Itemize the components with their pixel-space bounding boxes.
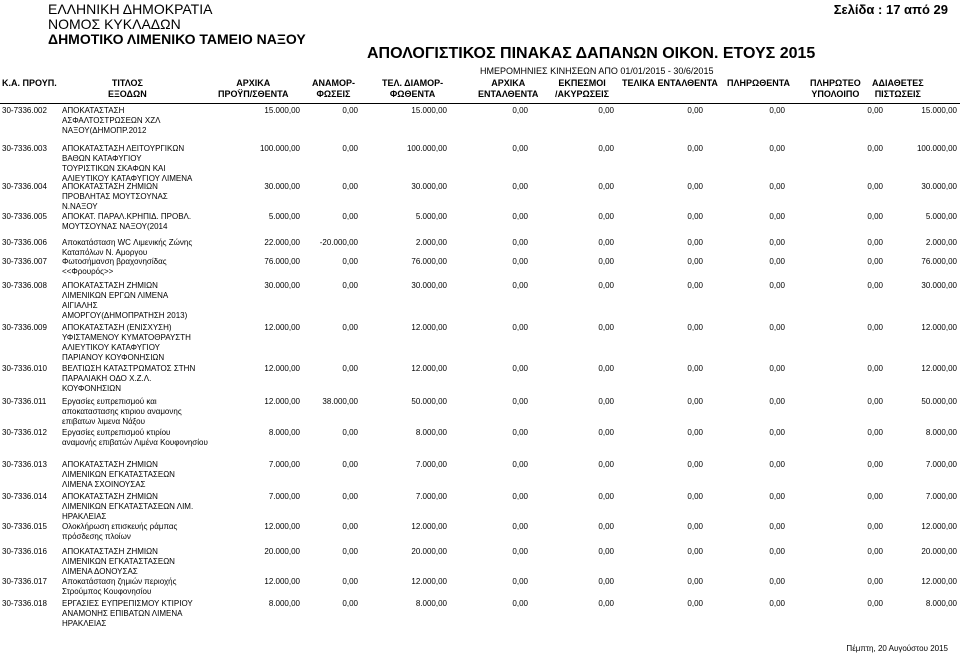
budget-code: 30-7336.013 [2, 460, 47, 469]
cell-unused: 7.000,00 [925, 492, 957, 501]
cell-unused: 12.000,00 [921, 364, 957, 373]
cell-assessed: 0,00 [512, 323, 528, 332]
cell-transfers: 0,00 [342, 460, 358, 469]
cell-initial: 12.000,00 [264, 522, 300, 531]
cell-final-assessed: 0,00 [687, 364, 703, 373]
country-name: ΕΛΛΗΝΙΚΗ ΔΗΜΟΚΡΑΤΙΑ [48, 1, 213, 17]
cell-transfers: 0,00 [342, 144, 358, 153]
cell-transfers: 0,00 [342, 599, 358, 608]
cell-initial: 20.000,00 [264, 547, 300, 556]
budget-code: 30-7336.016 [2, 547, 47, 556]
col-header-remaining: ΠΛΗΡΩΤΕΟ ΥΠΟΛΟΙΠΟ [810, 78, 861, 99]
cell-assessed: 0,00 [512, 364, 528, 373]
cell-cancelled: 0,00 [598, 182, 614, 191]
cell-paid: 0,00 [769, 106, 785, 115]
cell-cancelled: 0,00 [598, 547, 614, 556]
cell-transfers: 38.000,00 [322, 397, 358, 406]
cell-assessed: 0,00 [512, 257, 528, 266]
col-header-final: ΤΕΛ. ΔΙΑΜΟΡ- ΦΩΘΕΝΤΑ [382, 78, 444, 99]
cell-paid: 0,00 [769, 492, 785, 501]
cell-remaining: 0,00 [867, 364, 883, 373]
budget-code: 30-7336.017 [2, 577, 47, 586]
header-divider [0, 103, 960, 104]
cell-final-assessed: 0,00 [687, 522, 703, 531]
cell-final-assessed: 0,00 [687, 397, 703, 406]
cell-initial: 5.000,00 [268, 212, 300, 221]
cell-remaining: 0,00 [867, 397, 883, 406]
print-date: Πέμπτη, 20 Αυγούστου 2015 [846, 644, 948, 653]
cell-final-assessed: 0,00 [687, 106, 703, 115]
col-header-assessed: ΑΡΧΙΚΑ ΕΝΤΑΛΘΕΝΤΑ [478, 78, 539, 99]
cell-transfers: 0,00 [342, 281, 358, 290]
expense-title: ΑΠΟΚΑΤΑΣΤΑΣΗ ΖΗΜΙΩΝ ΛΙΜΕΝΙΚΩΝ ΕΓΚΑΤΑΣΤΑΣΕΩΝ ΛΙΜ. ΗΡΑΚΛΕΙΑΣ [62, 492, 194, 521]
cell-cancelled: 0,00 [598, 257, 614, 266]
cell-initial: 30.000,00 [264, 281, 300, 290]
cell-initial: 30.000,00 [264, 182, 300, 191]
cell-assessed: 0,00 [512, 281, 528, 290]
cell-final: 12.000,00 [411, 364, 447, 373]
budget-code: 30-7336.006 [2, 238, 47, 247]
cell-unused: 76.000,00 [921, 257, 957, 266]
cell-paid: 0,00 [769, 428, 785, 437]
cell-transfers: 0,00 [342, 577, 358, 586]
cell-final-assessed: 0,00 [687, 212, 703, 221]
cell-assessed: 0,00 [512, 212, 528, 221]
expense-title: ΑΠΟΚΑΤ. ΠΑΡΑΛ.ΚΡΗΠΙΔ. ΠΡΟΒΛ. ΜΟΥΤΣΟΥΝΑΣ ΝΑΞΟΥ(2014 [62, 212, 192, 231]
cell-remaining: 0,00 [867, 547, 883, 556]
cell-initial: 76.000,00 [264, 257, 300, 266]
col-header-unused: ΑΔΙΑΘΕΤΕΣ ΠΙΣΤΩΣΕΙΣ [872, 78, 924, 99]
col-header-cancelled: ΕΚΠΕΣΜΟΙ /ΑΚΥΡΩΣΕΙΣ [555, 78, 610, 99]
cell-final: 7.000,00 [415, 460, 447, 469]
cell-initial: 12.000,00 [264, 397, 300, 406]
cell-unused: 20.000,00 [921, 547, 957, 556]
cell-cancelled: 0,00 [598, 323, 614, 332]
cell-paid: 0,00 [769, 599, 785, 608]
cell-remaining: 0,00 [867, 182, 883, 191]
cell-paid: 0,00 [769, 364, 785, 373]
expense-title: ΕΡΓΑΣΙΕΣ ΕΥΠΡΕΠΙΣΜΟΥ ΚΤΙΡΙΟΥ ΑΝΑΜΟΝΗΣ ΕΠΙΒΑΤΩΝ ΛΙΜΕΝΑ ΗΡΑΚΛΕΙΑΣ [62, 599, 193, 628]
cell-final: 100.000,00 [406, 144, 447, 153]
expense-title: ΑΠΟΚΑΤΑΣΤΑΣΗ ΖΗΜΙΩΝ ΠΡΟΒΛΗΤΑΣ ΜΟΥΤΣΟΥΝΑΣ Ν.ΝΑΞΟΥ [62, 182, 168, 211]
organization-header [48, 2, 306, 47]
cell-paid: 0,00 [769, 182, 785, 191]
cell-cancelled: 0,00 [598, 106, 614, 115]
cell-remaining: 0,00 [867, 238, 883, 247]
cell-unused: 50.000,00 [921, 397, 957, 406]
cell-remaining: 0,00 [867, 428, 883, 437]
expense-title: Ολοκλήρωση επισκευής ράμπας πρόσδεσης πλοίων [62, 522, 178, 541]
cell-final: 7.000,00 [415, 492, 447, 501]
expense-title: ΑΠΟΚΑΤΑΣΤΑΣΗ ΖΗΜΙΩΝ ΛΙΜΕΝΙΚΩΝ ΕΡΓΩΝ ΛΙΜΕΝΑ ΑΙΓΙΑΛΗΣ ΑΜΟΡΓΟΥ(ΔΗΜΟΠΡΑΤΗΣΗ 2013) [62, 281, 188, 320]
cell-final: 12.000,00 [411, 323, 447, 332]
cell-final-assessed: 0,00 [687, 281, 703, 290]
cell-assessed: 0,00 [512, 397, 528, 406]
cell-transfers: 0,00 [342, 323, 358, 332]
cell-unused: 2.000,00 [925, 238, 957, 247]
organization-name: ΔΗΜΟΤΙΚΟ ΛΙΜΕΝΙΚΟ ΤΑΜΕΙΟ ΝΑΞΟΥ [48, 31, 306, 47]
cell-final-assessed: 0,00 [687, 257, 703, 266]
expense-title: ΑΠΟΚΑΤΑΣΤΑΣΗ ΖΗΜΙΩΝ ΛΙΜΕΝΙΚΩΝ ΕΓΚΑΤΑΣΤΑΣΕΩΝ ΛΙΜΕΝΑ ΣΧΟΙΝΟΥΣΑΣ [62, 460, 175, 489]
cell-initial: 8.000,00 [268, 599, 300, 608]
cell-paid: 0,00 [769, 212, 785, 221]
cell-unused: 8.000,00 [925, 428, 957, 437]
cell-cancelled: 0,00 [598, 492, 614, 501]
expense-title: ΑΠΟΚΑΤΑΣΤΑΣΗ (ΕΝΙΣΧΥΣΗ) ΥΦΙΣΤΑΜΕΝΟΥ ΚΥΜΑΤΟΘΡΑΥΣΤΗ ΑΛΙΕΥΤΙΚΟΥ ΚΑΤΑΦΥΓΙΟΥ ΠΑΡΙΑΝΟΥ ΚΟΥΦΟΝΗΣΙΩΝ [62, 323, 191, 362]
cell-final: 20.000,00 [411, 547, 447, 556]
cell-assessed: 0,00 [512, 547, 528, 556]
cell-final-assessed: 0,00 [687, 460, 703, 469]
cell-unused: 8.000,00 [925, 599, 957, 608]
col-header-paid: ΠΛΗΡΩΘΕΝΤΑ [727, 78, 791, 88]
date-range: ΗΜΕΡΟΜΗΝΙΕΣ ΚΙΝΗΣΕΩΝ ΑΠΟ 01/01/2015 - 30/6/2015 [480, 66, 714, 76]
cell-cancelled: 0,00 [598, 238, 614, 247]
cell-assessed: 0,00 [512, 577, 528, 586]
cell-remaining: 0,00 [867, 577, 883, 586]
cell-cancelled: 0,00 [598, 428, 614, 437]
budget-code: 30-7336.011 [2, 397, 47, 406]
cell-transfers: 0,00 [342, 212, 358, 221]
prefecture-name: ΝΟΜΟΣ ΚΥΚΛΑΔΩΝ [48, 16, 181, 32]
cell-transfers: 0,00 [342, 182, 358, 191]
cell-initial: 12.000,00 [264, 323, 300, 332]
cell-final-assessed: 0,00 [687, 238, 703, 247]
cell-cancelled: 0,00 [598, 397, 614, 406]
cell-remaining: 0,00 [867, 212, 883, 221]
cell-final-assessed: 0,00 [687, 182, 703, 191]
cell-final-assessed: 0,00 [687, 144, 703, 153]
budget-code: 30-7336.015 [2, 522, 47, 531]
budget-code: 30-7336.018 [2, 599, 47, 608]
cell-initial: 22.000,00 [264, 238, 300, 247]
cell-paid: 0,00 [769, 257, 785, 266]
cell-final-assessed: 0,00 [687, 492, 703, 501]
cell-final: 76.000,00 [411, 257, 447, 266]
budget-code: 30-7336.008 [2, 281, 47, 290]
cell-remaining: 0,00 [867, 599, 883, 608]
budget-code: 30-7336.012 [2, 428, 47, 437]
cell-unused: 5.000,00 [925, 212, 957, 221]
cell-cancelled: 0,00 [598, 599, 614, 608]
cell-paid: 0,00 [769, 522, 785, 531]
expense-title: Αποκατάσταση WC Λιμενικής Ζώνης Καταπόλων Ν. Αμοργου [62, 238, 193, 257]
cell-initial: 15.000,00 [264, 106, 300, 115]
expense-title: ΑΠΟΚΑΤΑΣΤΑΣΗ ΛΕΙΤΟΥΡΓΙΚΩΝ ΒΑΘΩΝ ΚΑΤΑΦΥΓΙΟΥ ΤΟΥΡΙΣΤΙΚΩΝ ΣΚΑΦΩΝ ΚΑΙ ΑΛΙΕΥΤΙΚΟΥ ΚΑΤΑΦΥΓΙΟΥ ΛΙΜΕΝΑ [62, 144, 193, 183]
cell-final-assessed: 0,00 [687, 599, 703, 608]
cell-paid: 0,00 [769, 281, 785, 290]
cell-initial: 12.000,00 [264, 364, 300, 373]
cell-assessed: 0,00 [512, 460, 528, 469]
cell-final-assessed: 0,00 [687, 547, 703, 556]
expense-title: ΑΠΟΚΑΤΑΣΤΑΣΗ ΑΣΦΑΛΤΟΣΤΡΩΣΕΩΝ ΧΖΛ ΝΑΞΟΥ(ΔΗΜΟΠΡ.2012 [62, 106, 161, 135]
cell-transfers: 0,00 [342, 492, 358, 501]
cell-cancelled: 0,00 [598, 212, 614, 221]
cell-final: 50.000,00 [411, 397, 447, 406]
cell-cancelled: 0,00 [598, 522, 614, 531]
cell-paid: 0,00 [769, 238, 785, 247]
cell-final: 15.000,00 [411, 106, 447, 115]
cell-final-assessed: 0,00 [687, 323, 703, 332]
cell-remaining: 0,00 [867, 522, 883, 531]
cell-paid: 0,00 [769, 397, 785, 406]
cell-transfers: 0,00 [342, 106, 358, 115]
cell-assessed: 0,00 [512, 144, 528, 153]
expense-title: ΑΠΟΚΑΤΑΣΤΑΣΗ ΖΗΜΙΩΝ ΛΙΜΕΝΙΚΩΝ ΕΓΚΑΤΑΣΤΑΣΕΩΝ ΛΙΜΕΝΑ ΔΟΝΟΥΣΑΣ [62, 547, 175, 576]
cell-initial: 12.000,00 [264, 577, 300, 586]
cell-initial: 7.000,00 [268, 460, 300, 469]
expense-title: Εργασίες ευπρεπισμού κτιρίου αναμονής επιβατών Λιμένα Κουφονησίου [62, 428, 208, 447]
cell-initial: 7.000,00 [268, 492, 300, 501]
budget-code: 30-7336.009 [2, 323, 47, 332]
cell-final: 5.000,00 [415, 212, 447, 221]
cell-cancelled: 0,00 [598, 577, 614, 586]
cell-unused: 30.000,00 [921, 182, 957, 191]
cell-remaining: 0,00 [867, 106, 883, 115]
cell-paid: 0,00 [769, 323, 785, 332]
cell-cancelled: 0,00 [598, 364, 614, 373]
cell-final: 12.000,00 [411, 522, 447, 531]
cell-unused: 7.000,00 [925, 460, 957, 469]
cell-assessed: 0,00 [512, 428, 528, 437]
cell-paid: 0,00 [769, 547, 785, 556]
budget-code: 30-7336.014 [2, 492, 47, 501]
cell-assessed: 0,00 [512, 492, 528, 501]
cell-final: 30.000,00 [411, 281, 447, 290]
cell-transfers: 0,00 [342, 364, 358, 373]
cell-unused: 30.000,00 [921, 281, 957, 290]
cell-transfers: 0,00 [342, 428, 358, 437]
cell-transfers: 0,00 [342, 547, 358, 556]
cell-transfers: 0,00 [342, 522, 358, 531]
budget-code: 30-7336.004 [2, 182, 47, 191]
cell-assessed: 0,00 [512, 599, 528, 608]
cell-final-assessed: 0,00 [687, 428, 703, 437]
cell-paid: 0,00 [769, 144, 785, 153]
cell-final: 30.000,00 [411, 182, 447, 191]
cell-unused: 12.000,00 [921, 323, 957, 332]
cell-unused: 12.000,00 [921, 577, 957, 586]
col-header-title: ΤΙΤΛΟΣ ΕΞΟΔΩΝ [108, 78, 147, 99]
cell-final: 12.000,00 [411, 577, 447, 586]
budget-code: 30-7336.003 [2, 144, 47, 153]
cell-unused: 12.000,00 [921, 522, 957, 531]
cell-final: 8.000,00 [415, 599, 447, 608]
col-header-final-assessed: ΤΕΛΙΚΑ ΕΝΤΑΛΘΕΝΤΑ [622, 78, 718, 88]
cell-transfers: 0,00 [342, 257, 358, 266]
cell-remaining: 0,00 [867, 323, 883, 332]
cell-assessed: 0,00 [512, 106, 528, 115]
cell-unused: 15.000,00 [921, 106, 957, 115]
cell-cancelled: 0,00 [598, 144, 614, 153]
cell-unused: 100.000,00 [916, 144, 957, 153]
cell-final-assessed: 0,00 [687, 577, 703, 586]
expense-title: ΒΕΛΤΙΩΣΗ ΚΑΤΑΣΤΡΩΜΑΤΟΣ ΣΤΗΝ ΠΑΡΑΛΙΑΚΗ ΟΔΟ Χ.Ζ.Λ. ΚΟΥΦΟΝΗΣΙΩΝ [62, 364, 196, 393]
expense-title: Αποκατάσταση ζημιών περιοχής Στρούμπος Κουφονησίου [62, 577, 177, 596]
cell-remaining: 0,00 [867, 144, 883, 153]
cell-remaining: 0,00 [867, 460, 883, 469]
cell-remaining: 0,00 [867, 257, 883, 266]
cell-remaining: 0,00 [867, 492, 883, 501]
col-header-initial: ΑΡΧΙΚΑ ΠΡΟΫΠ/ΣΘΕΝΤΑ [218, 78, 289, 99]
cell-final: 2.000,00 [415, 238, 447, 247]
cell-paid: 0,00 [769, 460, 785, 469]
cell-cancelled: 0,00 [598, 460, 614, 469]
cell-transfers: -20.000,00 [319, 238, 358, 247]
cell-assessed: 0,00 [512, 238, 528, 247]
report-title: ΑΠΟΛΟΓΙΣΤΙΚΟΣ ΠΙΝΑΚΑΣ ΔΑΠΑΝΩΝ ΟΙΚΟΝ. ΕΤΟΥΣ 2015 [367, 45, 816, 62]
budget-code: 30-7336.005 [2, 212, 47, 221]
cell-final: 8.000,00 [415, 428, 447, 437]
expense-title: Εργασίες ευπρεπισμού και αποκαταστασης κτιριου αναμονης επιβατων λιμενα Νάξου [62, 397, 182, 426]
cell-initial: 8.000,00 [268, 428, 300, 437]
col-header-transfers: ΑΝΑΜΟΡ- ΦΩΣΕΙΣ [312, 78, 355, 99]
page-number: Σελίδα : 17 από 29 [833, 2, 948, 17]
budget-code: 30-7336.007 [2, 257, 47, 266]
expense-title: Φωτοσήμανση βραχονησίδας <<Φρουρός>> [62, 257, 167, 276]
cell-paid: 0,00 [769, 577, 785, 586]
cell-remaining: 0,00 [867, 281, 883, 290]
cell-initial: 100.000,00 [259, 144, 300, 153]
budget-code: 30-7336.002 [2, 106, 47, 115]
cell-cancelled: 0,00 [598, 281, 614, 290]
cell-assessed: 0,00 [512, 182, 528, 191]
budget-code: 30-7336.010 [2, 364, 47, 373]
cell-assessed: 0,00 [512, 522, 528, 531]
col-header-code: Κ.Α. ΠΡΟΥΠ. [2, 78, 57, 88]
